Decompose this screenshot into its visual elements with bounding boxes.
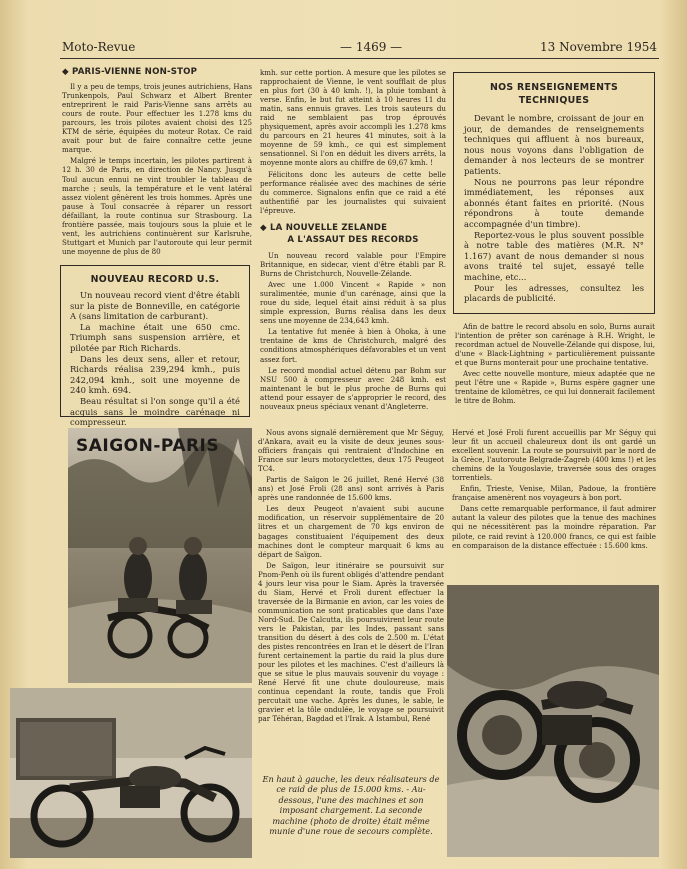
box-nouveau-record [60, 265, 250, 428]
magazine-name: Moto-Revue [62, 40, 136, 54]
paragraph: Enfin, Trieste, Venise, Milan, Padoue, la frontière française amenèrent nos voyageurs à bon port. [452, 484, 656, 503]
paragraph: Pour les adresses, consultez les placards de publicité. [464, 282, 644, 304]
paragraph: Malgré le temps incertain, les pilotes partirent à 12 h. 30 de Paris, en direction de Nancy. Jusqu'à Toul aucun ennui ne vint troubler le tableau de marche ; seuls, la température et le vent latéral assez violent gênèrent les trois hommes. Après une pause à Toul consacrée à réparer un ressort défaillant, la route continua sur Strasbourg. La frontière passée, mais toujours sous la pluie et le vent, les autrichiens continuèrent sur Karlsruhe, Stuttgart et Munich par l'autoroute qui leur permit une moyenne de plus de 80 [62, 156, 252, 256]
article-title: ◆ PARIS-VIENNE NON-STOP [62, 67, 198, 77]
paragraph: Il y a peu de temps, trois jeunes autrichiens, Hans Trunkenpols, Paul Schwarz et Albert Brenter entreprirent le raid Paris-Vienne sans arrêts au cours de route. Pour effectuer les 1.278 kms du parcours, les trois pilotes avaient choisi des 125 KTM de série, équipées du moteur Rotax. Ce raid avait pour but de faire connaître cette jeune marque. [62, 82, 252, 155]
paragraph: Reportez-vous le plus souvent possible à notre table des matières (M.R. N° 1.167) avant de nous demander si nous avons traité tel sujet, essayé telle machine, etc... [464, 229, 644, 282]
paragraph: Un nouveau record valable pour l'Empire Britannique, en sidecar, vient d'être établi par R. Burns de Christchurch, Nouvelle-Zélande. [260, 251, 446, 279]
article-title: ◆ LA NOUVELLE ZELANDE [260, 223, 388, 233]
box-renseignements-techniques [453, 72, 655, 314]
spare-wheel-image [447, 585, 659, 857]
article-nouvelle-zelande [260, 222, 446, 413]
issue-date: 13 Novembre 1954 [540, 40, 657, 54]
page-header [62, 40, 657, 58]
article-saigon-paris-col2 [452, 428, 656, 552]
box-title: NOS RENSEIGNEMENTS [489, 82, 619, 93]
paragraph: Partis de Saïgon le 26 juillet, René Hervé (38 ans) et José Froli (28 ans) sont arrivés à Paris après une randonnée de 15.600 kms. [258, 475, 444, 503]
photo-loaded-machine [10, 688, 252, 858]
riders-image [68, 428, 252, 683]
box-subtitle: TECHNIQUES [518, 95, 590, 106]
paragraph: Avec une 1.000 Vincent « Rapide » non suralimentée, munie d'un carénage, ainsi que la roue du side, lequel était ainsi réduit à sa plus simple expression, Burns réalisa dans les deux sens une moyenne de 234,643 kmh. [260, 280, 446, 326]
paragraph: Avec cette nouvelle monture, mieux adaptée que ne peut l'être une « Rapide », Burns espère gagner une trentaine de kilomètres, ce qui lui donnerait facilement le titre de Bohm. [455, 369, 655, 406]
paragraph: La tentative fut menée à bien à Ohoka, à une trentaine de kms de Christchurch, malgré des conditions atmosphériques défavorables et un vent assez fort. [260, 327, 446, 364]
paragraph: Beau résultat si l'on songe qu'il a été acquis sans le moindre carénage ni compresseur. [70, 395, 240, 428]
page-number: — 1469 — [340, 40, 403, 54]
paragraph: Nous avons signalé dernièrement que Mr Séguy, d'Ankara, avait eu la visite de deux jeunes sous-officiers français qui rentraient d'Indochine en France sur leurs motocyclettes, deux 175 Peugeot TC4. [258, 428, 444, 474]
photo-title: SAIGON-PARIS [76, 436, 220, 456]
paragraph: Devant le nombre, croissant de jour en jour, de demandes de renseignements techniques qui affluent à nos bureaux, nous nous voyons dans l'obligation de demander à nos lecteurs de se montrer patients. [464, 113, 644, 176]
photo-spare-wheel-machine [447, 585, 659, 857]
article-paris-vienne-continued [260, 68, 446, 217]
article-paris-vienne [62, 68, 252, 258]
paragraph: kmh. sur cette portion. A mesure que les pilotes se rapprochaient de Vienne, le vent soufflait de plus en plus fort (30 à 40 kmh. !), la pluie tombant à verse. Enfin, le but fut atteint à 10 heures 11 du matin, sans ennuis graves. Les trois sauteurs du raid ne semblaient pas trop éprouvés physiquement, après avoir accompli les 1.278 kms du parcours en 21 heures 41 minutes, soit à la moyenne de 59 kmh., ce qui est simplement sensationnel. Si l'on en déduit les divers arrêts, la moyenne monte alors au chiffre de 69,67 kmh. ! [260, 68, 446, 168]
paragraph: De Saïgon, leur itinéraire se poursuivit sur Pnom-Penh où ils furent obligés d'attendre pendant 4 jours leur visa pour le Siam. Après la traversée du Siam, Hervé et Froli durent effectuer la traversée de la Birmanie en avion, car les voies de communication ne sont praticables que dans l'axe Nord-Sud. De Calcutta, ils poursuivirent leur route vers le Pakistan, par les Indes, passant sans transition du désert à des cols de 2.500 m. L'état des pistes rencontrées en Iran et le désert de l'Iran furent certainement la partie du raid la plus dure pour les pilotes et les machines. C'est d'ailleurs là que se situe le plus mauvais souvenir du voyage : René Hervé fit une chute douloureuse, mais continua cependant la route, tandis que Froli percutait une vache. Après les dunes, le sable, le gravier et la tôle ondulée, le voyage se poursuivit par Téhéran, Bagdad et l'Irak. A Istambul, René [258, 560, 444, 724]
article-subtitle: A L'ASSAUT DES RECORDS [287, 235, 419, 245]
paragraph: Le record mondial actuel détenu par Bohm sur NSU 500 à compresseur avec 248 kmh. est maintenant le but le plus proche de Burns qui attend pour essayer de s'approprier le record, des nouveaux pneus spéciaux venant d'Angleterre. [260, 365, 446, 411]
paragraph: Hervé et José Froli furent accueillis par Mr Séguy qui leur fit un accueil chaleureux dont ils ont gardé un excellent souvenir. La route se poursuivit par le nord de la Grèce, l'autoroute Belgrade-Zagreb (400 kms !) et les chemins de la Yougoslavie, traversée sous des orages torrentiels. [452, 428, 656, 483]
paragraph: Un nouveau record vient d'être établi sur la piste de Bonneville, en catégorie A (sans limitation de carburant). [70, 290, 240, 322]
paragraph: Dans cette remarquable performance, il faut admirer autant la valeur des pilotes que la tenue des machines qui ne nécessitèrent pas la moindre réparation. Par pilote, ce raid revint à 120.000 francs, ce qui est faible en comparaison de la distance effectuée : 15.600 kms. [452, 504, 656, 550]
photo-caption: En haut à gauche, les deux réalisateurs de ce raid de plus de 15.000 kms. - Au-dessous, l'une des machines et son imposant chargement. La seconde machine (photo de droite) était même munie d'une roue de secours complète. [262, 774, 440, 837]
paragraph: Félicitons donc les auteurs de cette belle performance réalisée avec des machines de série du commerce. Signalons enfin que ce raid a été authentifié par les journalistes qui suivaient l'épreuve. [260, 169, 446, 215]
box-title: NOUVEAU RECORD U.S. [90, 274, 220, 285]
article-saigon-paris-col1 [258, 428, 444, 726]
paragraph: La machine était une 650 cmc. Triumph sans suspension arrière, et pilotée par Rich Richards. [70, 321, 240, 353]
paragraph: Afin de battre le record absolu en solo, Burns aurait l'intention de prêter son carénage à R.H. Wright, le recordman actuel de Nouvelle-Zélande qui dispose, lui, d'une « Black-Lightning » particulièrement puissante et que Burns monterait pour une prochaine tentative. [455, 322, 655, 368]
loaded-machine-image [10, 688, 252, 858]
paragraph: Les deux Peugeot n'avaient subi aucune modification, un réservoir supplémentaire de 20 litres et un chargement de 70 kgs environ de bagages constituaient l'équipement des deux machines dont le compteur marquait 6 kms au départ de Saïgon. [258, 504, 444, 559]
article-record-solo [455, 322, 655, 407]
paragraph: Nous ne pourrons pas leur répondre immédiatement, les réponses aux abonnés étant faites en priorité. (Nous répondrons à toute demande accompagnée d'un timbre). [464, 176, 644, 229]
photo-riders [68, 428, 252, 683]
paragraph: Dans les deux sens, aller et retour, Richards réalisa 239,294 kmh., puis 242,094 kmh., soit une moyenne de 240 kmh. 694. [70, 353, 240, 396]
header-rule [60, 58, 659, 59]
